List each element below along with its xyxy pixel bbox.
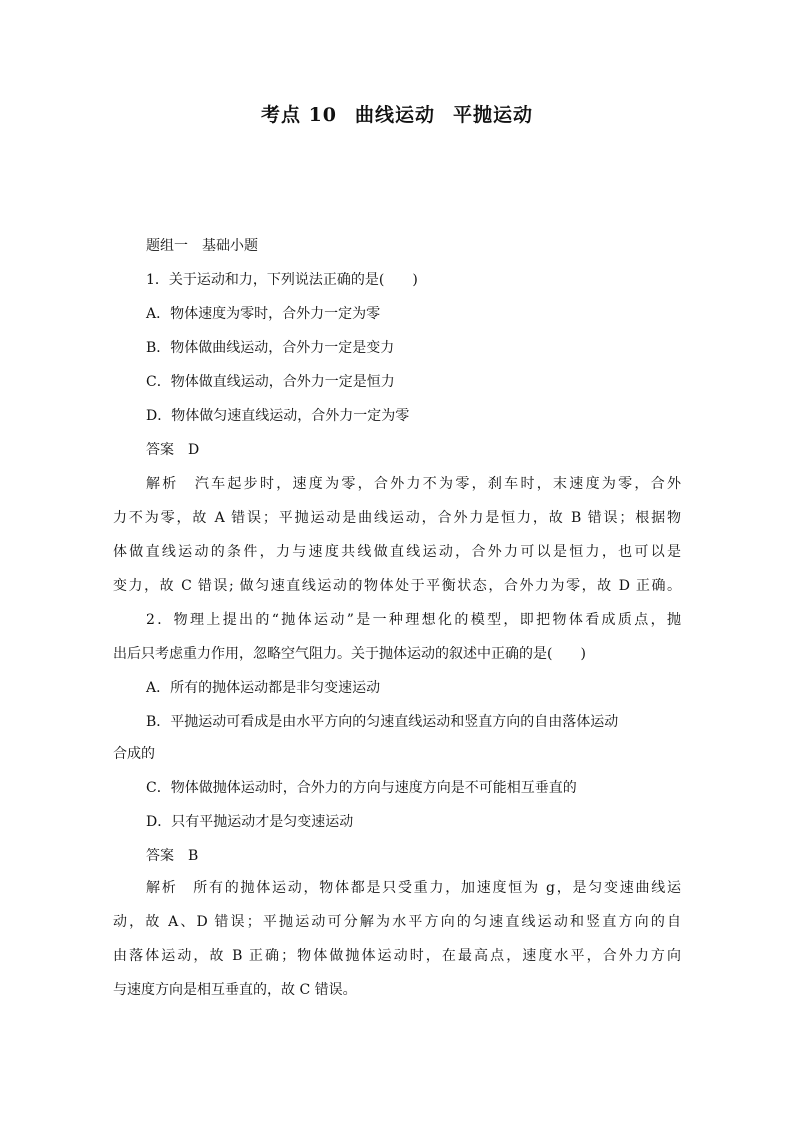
q2-answer-label: 答案	[146, 848, 174, 864]
q2-analysis-line-2: 动，故 A、D 错误；平抛运动可分解为水平方向的匀速直线运动和竖直方向的自	[113, 914, 681, 930]
page-title	[0, 100, 794, 127]
q1-answer-value: D	[188, 442, 200, 458]
q2-option-a: A．所有的抛体运动都是非匀变速运动	[146, 680, 381, 696]
title-topic-b: 平抛运动	[453, 104, 534, 126]
q1-stem: 1．关于运动和力，下列说法正确的是( )	[146, 272, 418, 288]
q2-analysis-line-1	[146, 878, 681, 898]
q1-option-a: A．物体速度为零时，合外力一定为零	[146, 306, 381, 322]
q1-answer	[146, 440, 199, 460]
q1-option-c: C．物体做直线运动，合外力一定是恒力	[146, 374, 395, 390]
q2-option-b-line-1: B．平抛运动可看成是由水平方向的匀速直线运动和竖直方向的自由落体运动	[146, 714, 619, 730]
q1-option-b: B．物体做曲线运动，合外力一定是变力	[146, 340, 395, 356]
q2-stem-line-1: 2．物理上提出的“抛体运动”是一种理想化的模型，即把物体看成质点，抛	[146, 612, 681, 628]
q2-analysis-text-1: 所有的抛体运动，物体都是只受重力，加速度恒为 g，是匀变速曲线运	[191, 880, 681, 896]
q2-option-c: C．物体做抛体运动时，合外力的方向与速度方向是不可能相互垂直的	[146, 780, 577, 796]
title-topic-number: 考点 10	[260, 104, 338, 126]
q2-option-d: D．只有平抛运动才是匀变速运动	[146, 814, 354, 830]
q1-analysis-line-1	[146, 474, 681, 494]
q1-analysis-line-4: 变力，故 C 错误; 做匀速直线运动的物体处于平衡状态，合外力为零，故 D 正确。	[113, 578, 681, 594]
q2-stem-line-2: 出后只考虑重力作用，忽略空气阻力。关于抛体运动的叙述中正确的是( )	[113, 646, 586, 662]
q2-answer-value: B	[188, 848, 199, 864]
group-heading: 题组一 基础小题	[146, 238, 258, 254]
q2-option-b-line-2: 合成的	[113, 746, 155, 762]
q1-analysis-line-3: 体做直线运动的条件，力与速度共线做直线运动，合外力可以是恒力，也可以是	[113, 544, 681, 560]
q1-analysis-label: 解析	[146, 476, 179, 492]
title-topic-a: 曲线运动	[355, 104, 436, 126]
q2-analysis-line-4: 与速度方向是相互垂直的，故 C 错误。	[113, 982, 357, 998]
q1-answer-label: 答案	[146, 442, 174, 458]
q2-analysis-label: 解析	[146, 880, 178, 896]
q1-option-d: D．物体做匀速直线运动，合外力一定为零	[146, 408, 410, 424]
q2-analysis-line-3: 由落体运动，故 B 正确；物体做抛体运动时，在最高点，速度水平，合外力方向	[113, 948, 681, 964]
q1-analysis-text-1: 汽车起步时，速度为零，合外力不为零，刹车时，末速度为零，合外	[192, 476, 681, 492]
q1-analysis-line-2: 力不为零，故 A 错误；平抛运动是曲线运动，合外力是恒力，故 B 错误；根据物	[113, 510, 681, 526]
q2-answer	[146, 846, 198, 866]
